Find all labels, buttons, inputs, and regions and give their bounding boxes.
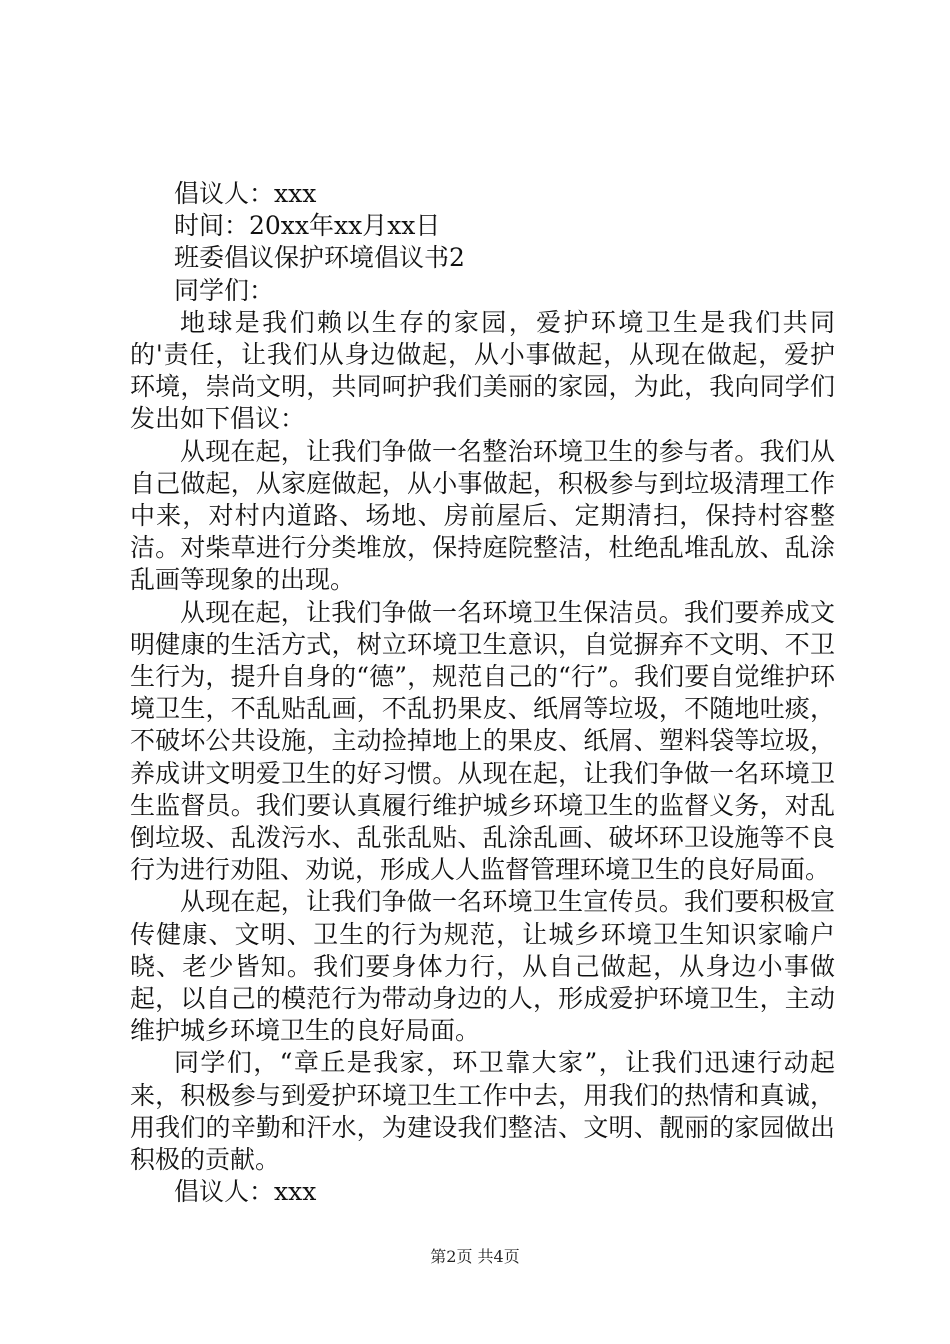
closing-initiator-line: 倡议人：xxx	[174, 1177, 317, 1207]
document-body	[130, 178, 835, 1209]
date-line: 时间：20xx年xx月xx日	[174, 211, 441, 241]
paragraph-cleaner-supervisor: 从现在起，让我们争做一名环境卫生保洁员。我们要养成文明健康的生活方式，树立环境卫生意识，自觉摒弃不文明、不卫生行为，提升自身的“德”，规范自己的“行”。我们要自觉维护环境卫生，不乱贴乱画，不乱扔果皮、纸屑等垃圾，不随地吐痰，不破坏公共设施，主动捡掉地上的果皮、纸屑、塑料袋等垃圾，养成讲文明爱卫生的好习惯。从现在起，让我们争做一名环境卫生监督员。我们要认真履行维护城乡环境卫生的监督义务，对乱倒垃圾、乱泼污水、乱张乱贴、乱涂乱画、破坏环卫设施等不良行为进行劝阻、劝说，形成人人监督管理环境卫生的良好局面。	[130, 597, 835, 885]
initiator-line: 倡议人：xxx	[174, 179, 317, 208]
page-footer: 第2页 共4页	[430, 1247, 520, 1266]
paragraph-participant: 从现在起，让我们争做一名整治环境卫生的参与者。我们从自己做起，从家庭做起，从小事做起，积极参与到垃圾清理工作中来，对村内道路、场地、房前屋后、定期清扫，保持村容整洁。对柴草进行分类堆放，保持庭院整洁，杜绝乱堆乱放、乱涂乱画等现象的出现。	[130, 436, 835, 595]
section-title: 班委倡议保护环境倡议书2	[174, 243, 465, 273]
paragraph-closing: 同学们，“章丘是我家，环卫靠大家”，让我们迅速行动起来，积极参与到爱护环境卫生工作中去，用我们的热情和真诚，用我们的辛勤和汗水，为建设我们整洁、文明、靓丽的家园做出积极的贡献。	[130, 1048, 835, 1175]
paragraph-intro: 地球是我们赖以生存的家园，爱护环境卫生是我们共同的'责任，让我们从身边做起，从小事做起，从现在做起，爱护环境，崇尚文明，共同呵护我们美丽的家园，为此，我向同学们发出如下倡议：	[130, 307, 835, 434]
paragraph-promoter: 从现在起，让我们争做一名环境卫生宣传员。我们要积极宣传健康、文明、卫生的行为规范，让城乡环境卫生知识家喻户晓、老少皆知。我们要身体力行，从自己做起，从身边小事做起，以自己的模范行为带动身边的人，形成爱护环境卫生，主动维护城乡环境卫生的良好局面。	[130, 887, 835, 1046]
salutation: 同学们：	[174, 275, 275, 305]
